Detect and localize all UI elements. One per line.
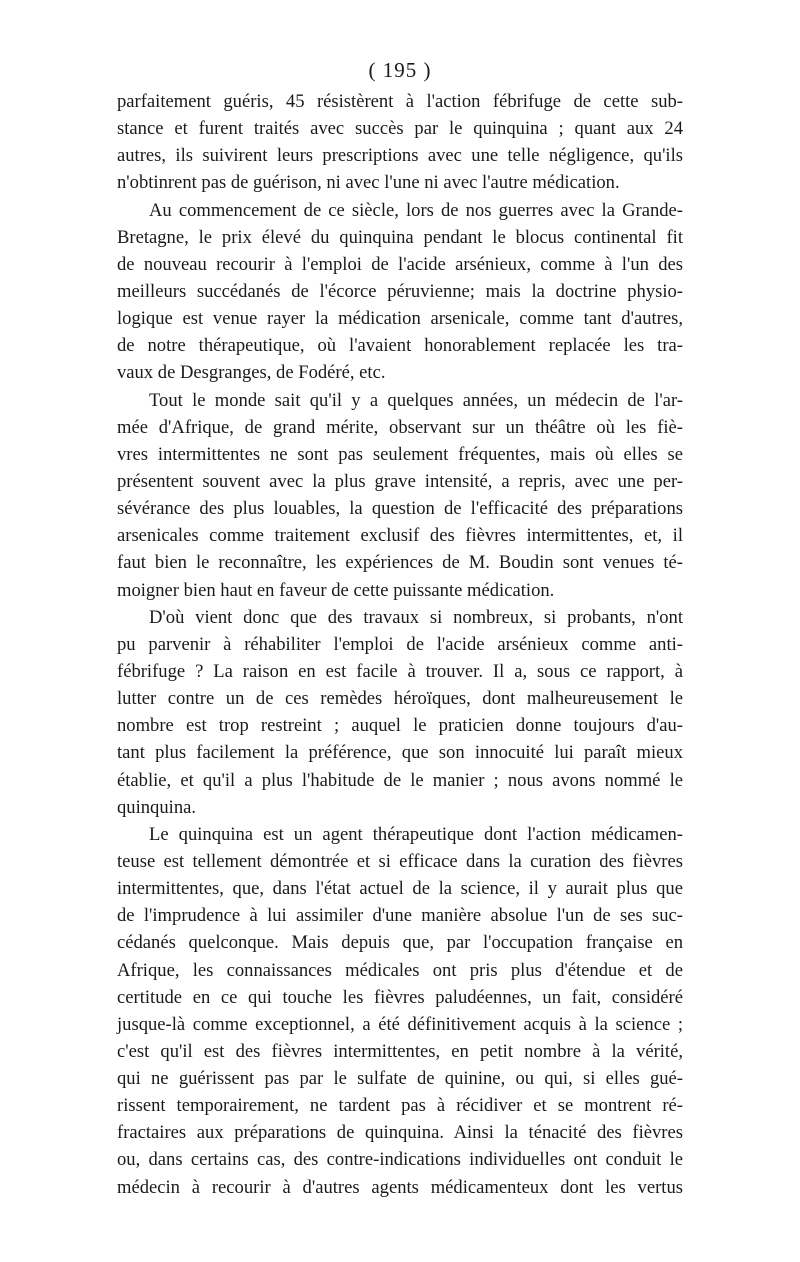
text-line: ou, dans certains cas, des contre-indications individuelles ont conduit le xyxy=(117,1149,683,1171)
text-line: nombre est trop restreint ; auquel le praticien donne toujours d'au- xyxy=(117,715,683,737)
text-line: médecin à recourir à d'autres agents médicamenteux dont les vertus xyxy=(117,1176,683,1198)
text-line: teuse est tellement démontrée et si efficace dans la curation des fièvres xyxy=(117,850,683,872)
text-line: établie, et qu'il a plus l'habitude de le manier ; nous avons nommé le xyxy=(117,769,683,791)
text-line: stance et furent traités avec succès par le quinquina ; quant aux 24 xyxy=(117,118,683,140)
text-line: de notre thérapeutique, où l'avaient honorablement replacée les tra- xyxy=(117,335,683,357)
text-line: vres intermittentes ne sont pas seulement fréquentes, mais où elles se xyxy=(117,443,683,465)
text-line: de nouveau recourir à l'emploi de l'acide arsénieux, comme à l'un des xyxy=(117,253,683,275)
text-line: rissent temporairement, ne tardent pas à récidiver et se montrent ré- xyxy=(117,1095,683,1117)
text-line: lutter contre un de ces remèdes héroïques, dont malheureusement le xyxy=(117,688,683,710)
text-line: pu parvenir à réhabiliter l'emploi de l'acide arsénieux comme anti- xyxy=(117,633,683,655)
text-line: jusque-là comme exceptionnel, a été définitivement acquis à la science ; xyxy=(117,1013,683,1035)
text-line: fébrifuge ? La raison en est facile à trouver. Il a, sous ce rapport, à xyxy=(117,660,683,682)
text-line: logique est venue rayer la médication arsenicale, comme tant d'autres, xyxy=(117,308,683,330)
text-line: intermittentes, que, dans l'état actuel de la science, il y aurait plus que xyxy=(117,878,683,900)
text-line: mée d'Afrique, de grand mérite, observant sur un théâtre où les fiè- xyxy=(117,416,683,438)
text-line: fractaires aux préparations de quinquina. Ainsi la ténacité des fièvres xyxy=(117,1122,683,1144)
text-line: cédanés quelconque. Mais depuis que, par l'occupation française en xyxy=(117,932,683,954)
text-line: Au commencement de ce siècle, lors de nos guerres avec la Grande- xyxy=(149,199,683,221)
body-text xyxy=(117,88,683,1201)
text-line: Le quinquina est un agent thérapeutique dont l'action médicamen- xyxy=(149,823,683,845)
text-line: présentent souvent avec la plus grave intensité, a repris, avec une per- xyxy=(117,470,683,492)
text-line: meilleurs succédanés de l'écorce péruvienne; mais la doctrine physio- xyxy=(117,280,683,302)
text-line: n'obtinrent pas de guérison, ni avec l'une ni avec l'autre médication. xyxy=(117,172,620,194)
text-line: autres, ils suivirent leurs prescriptions avec une telle négligence, qu'ils xyxy=(117,145,683,167)
text-line: moigner bien haut en faveur de cette puissante médication. xyxy=(117,579,555,601)
text-line: D'où vient donc que des travaux si nombreux, si probants, n'ont xyxy=(149,606,683,628)
text-line: tant plus facilement la préférence, que son innocuité lui paraît mieux xyxy=(117,742,683,764)
text-line: parfaitement guéris, 45 résistèrent à l'action fébrifuge de cette sub- xyxy=(117,91,683,112)
text-line: vaux de Desgranges, de Fodéré, etc. xyxy=(117,362,386,384)
text-line: qui ne guérissent pas par le sulfate de quinine, ou qui, si elles gué- xyxy=(117,1068,683,1090)
text-line: arsenicales comme traitement exclusif des fièvres intermittentes, et, il xyxy=(117,525,683,547)
page-number: ( 195 ) xyxy=(368,58,432,82)
text-line: Afrique, les connaissances médicales ont pris plus d'étendue et de xyxy=(117,959,683,981)
text-line: de l'imprudence à lui assimiler d'une manière absolue l'un de ses suc- xyxy=(117,905,683,927)
text-line: Bretagne, le prix élevé du quinquina pendant le blocus continental fit xyxy=(117,226,683,248)
text-line: certitude en ce qui touche les fièvres paludéennes, un fait, considéré xyxy=(117,986,683,1008)
text-line: c'est qu'il est des fièvres intermittentes, en petit nombre à la vérité, xyxy=(117,1040,683,1062)
text-line: quinquina. xyxy=(117,796,197,818)
text-line: faut bien le reconnaître, les expériences de M. Boudin sont venues té- xyxy=(117,552,683,574)
text-line: Tout le monde sait qu'il y a quelques années, un médecin de l'ar- xyxy=(149,389,683,411)
text-line: sévérance des plus louables, la question de l'efficacité des préparations xyxy=(117,498,683,520)
